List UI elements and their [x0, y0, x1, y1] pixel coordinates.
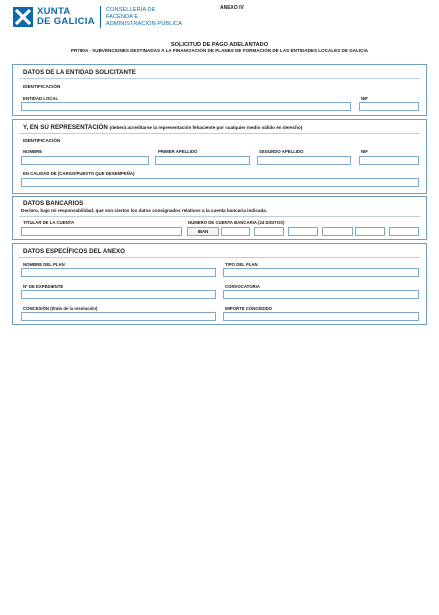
expediente-input[interactable] — [21, 290, 216, 299]
tipo-plan-input[interactable] — [223, 268, 419, 277]
conselleria-line-3: ADMINISTRACIÓN PÚBLICA — [105, 20, 183, 27]
convocatoria-input[interactable] — [223, 290, 419, 299]
bank-declaration: Declaro, bajo mi responsabilidad, que son ciertos los datos consignados relativos a la cuenta bancaria indicada. — [21, 208, 268, 213]
iban-block-2[interactable] — [254, 227, 284, 236]
titular-input[interactable] — [21, 227, 182, 236]
primer-apellido-input[interactable] — [155, 156, 250, 165]
entidad-local-input[interactable] — [21, 102, 351, 111]
logo-line-1: XUNTA — [37, 6, 71, 17]
convocatoria-label: CONVOCATORIA — [225, 284, 260, 289]
primer-apellido-label: PRIMER APELLIDO — [158, 149, 198, 154]
xunta-logo — [12, 4, 182, 30]
nif-label: NIF — [361, 96, 368, 101]
iban-block-5[interactable] — [355, 227, 385, 236]
section-title: DATOS DE LA ENTIDAD SOLICITANTE — [23, 69, 136, 76]
iban-block-4[interactable] — [322, 227, 353, 236]
calidad-input[interactable] — [21, 178, 419, 187]
importe-label: IMPORTE CONCEDIDO — [225, 306, 273, 311]
annex-label: ANEXO IV — [220, 5, 244, 11]
xunta-emblem-icon — [12, 6, 34, 28]
iban-block-6[interactable] — [389, 227, 419, 236]
conselleria-name — [106, 7, 182, 28]
expediente-label: Nº DE EXPEDIENTE — [23, 284, 64, 289]
section-title — [23, 124, 302, 131]
nif-input[interactable] — [359, 156, 419, 165]
iban-label: IBAN — [187, 227, 219, 236]
segundo-apellido-label: SEGUNDO APELLIDO — [259, 149, 304, 154]
logo-line-2: DE GALICIA — [37, 16, 95, 27]
entidad-local-label: ENTIDAD LOCAL — [23, 96, 59, 101]
section-title-main: Y, EN SU REPRESENTACIÓN — [23, 124, 108, 131]
nif-label: NIF — [361, 149, 368, 154]
section-divider — [19, 216, 420, 217]
concesion-input[interactable] — [21, 312, 216, 321]
section-title: DATOS ESPECÍFICOS DEL ANEXO — [23, 248, 125, 255]
section-divider — [19, 78, 420, 79]
logo-divider — [100, 6, 101, 28]
document-title: SOLICITUD DE PAGO ADELANTADO — [170, 42, 269, 48]
iban-block-3[interactable] — [288, 227, 318, 236]
iban-block-1[interactable] — [221, 227, 250, 236]
nombre-label: NOMBRE — [23, 149, 43, 154]
calidad-label: EN CALIDAD DE (CARGO/PUESTO QUE DESEMPEÑA) — [23, 171, 135, 176]
nombre-plan-input[interactable] — [21, 268, 216, 277]
section-title-note: (deberá acreditarse la representación fehaciente por cualquier medio válido en derecho) — [109, 125, 303, 130]
section-divider — [19, 133, 420, 134]
xunta-wordmark — [37, 7, 95, 27]
nombre-plan-label: NOMBRE DEL PLAN — [23, 262, 65, 267]
nif-input[interactable] — [359, 102, 419, 111]
identification-heading: IDENTIFICACIÓN — [23, 84, 61, 89]
section-datos-bancarios — [12, 196, 427, 240]
section-datos-especificos — [12, 243, 427, 325]
segundo-apellido-input[interactable] — [257, 156, 351, 165]
conselleria-line-1: CONSELLERÍA DE — [105, 6, 156, 13]
concesion-label: CONCESIÓN (título de la resolución) — [23, 306, 98, 311]
section-representacion — [12, 119, 427, 194]
numero-cuenta-label: NÚMERO DE CUENTA BANCARIA (24 DÍGITOS) — [188, 220, 285, 225]
section-entidad-solicitante — [12, 64, 427, 116]
section-title: DATOS BANCARIOS — [23, 200, 84, 207]
identification-heading: IDENTIFICACIÓN — [23, 138, 61, 143]
document-subtitle: PR780A - SUBVENCIONES DESTINADAS A LA FINANCIACIÓN DE PLANES DE FORMACIÓN DE LAS ENTIDADES LOCALES DE GALICIA — [70, 48, 369, 53]
conselleria-line-2: FACENDA E — [105, 13, 139, 20]
nombre-input[interactable] — [21, 156, 149, 165]
importe-input[interactable] — [223, 312, 419, 321]
section-divider — [19, 257, 420, 258]
titular-label: TITULAR DE LA CUENTA — [23, 220, 75, 225]
tipo-plan-label: TIPO DEL PLAN — [225, 262, 258, 267]
